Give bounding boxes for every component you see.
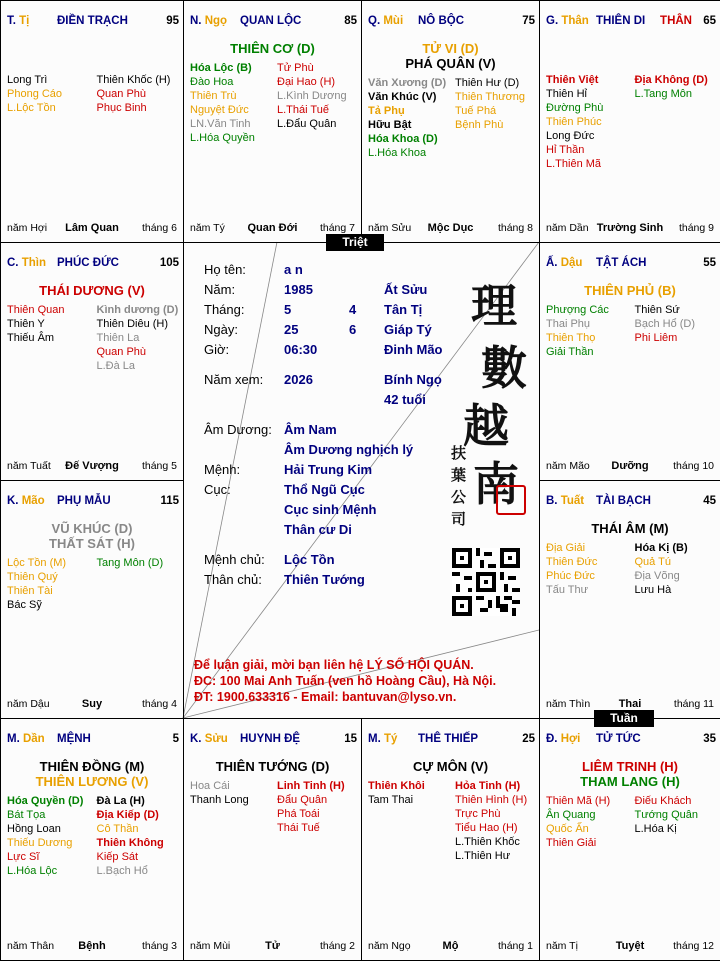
minor-star: Thiên Phúc <box>546 116 602 128</box>
palace-month: tháng 4 <box>141 698 177 710</box>
palace-chi: Tị <box>19 15 30 27</box>
main-star: THÁI DƯƠNG (V) <box>39 283 145 298</box>
palace-can: G. <box>546 15 559 27</box>
palace-stage: Mộ <box>442 940 459 952</box>
minor-star: Hữu Bật <box>368 119 412 131</box>
minor-star: Tiểu Hao (H) <box>455 822 518 834</box>
palace-can: Ấ. <box>546 257 558 269</box>
day-label: Ngày: <box>204 322 238 337</box>
palace-name: PHỤ MẪU <box>57 495 111 507</box>
minor-star: Thiên Giải <box>546 837 597 849</box>
minor-star: Điếu Khách <box>634 795 692 807</box>
minor-star: Tuế Phá <box>455 105 497 117</box>
minor-star: Thiên Hư (D) <box>455 77 520 89</box>
minor-star: Ân Quang <box>546 809 596 821</box>
palace-ti[interactable] <box>0 0 184 243</box>
minor-star: Đào Hoa <box>190 76 234 88</box>
star-column-right <box>635 303 696 345</box>
palace-position <box>190 733 228 745</box>
minor-star: Bát Tọa <box>7 809 46 821</box>
view-label: Năm xem: <box>204 372 264 387</box>
minor-star: Quan Phù <box>96 88 147 100</box>
palace-number: 75 <box>522 15 535 27</box>
minor-star: Thiên Đức <box>546 556 598 568</box>
minor-star: LN.Văn Tinh <box>190 118 251 130</box>
minor-star: Thiên Khốc (H) <box>96 74 171 86</box>
palace-number: 85 <box>344 15 357 27</box>
palace-ty[interactable] <box>361 718 540 961</box>
palace-dan[interactable] <box>0 718 184 961</box>
main-star: THIÊN PHỦ (B) <box>584 283 676 298</box>
palace-stage: Trường Sinh <box>596 222 664 234</box>
minor-star: Tướng Quân <box>634 809 698 821</box>
star-column-right <box>635 73 708 101</box>
palace-name: PHÚC ĐỨC <box>57 257 119 269</box>
palace-chi: Tuất <box>560 495 585 507</box>
star-column-right <box>635 541 688 597</box>
palace-thin[interactable] <box>0 242 184 481</box>
than-marker: THÂN <box>660 15 692 27</box>
palace-month: tháng 8 <box>497 222 533 234</box>
minor-star: Thanh Long <box>190 794 249 806</box>
minor-star: Thiên La <box>96 332 140 344</box>
palace-hoi[interactable] <box>539 718 720 961</box>
minor-star: Quả Tú <box>634 556 671 568</box>
palace-stage: Bệnh <box>78 940 106 952</box>
minor-star: Phượng Các <box>546 304 609 316</box>
palace-tuat[interactable] <box>539 480 720 719</box>
minor-star: Thiên Sứ <box>634 304 680 316</box>
minor-star: Hóa Kị (B) <box>634 542 688 554</box>
palace-year: năm Dậu <box>7 698 50 710</box>
palace-month: tháng 9 <box>678 222 714 234</box>
minor-star: Phục Binh <box>96 102 147 114</box>
palace-year: năm Tị <box>546 940 578 952</box>
palace-can: C. <box>7 257 19 269</box>
star-column-left <box>7 73 62 115</box>
main-star: THIÊN TƯỚNG (D) <box>215 759 330 774</box>
age-value: 42 tuổi <box>384 392 426 407</box>
palace-month: tháng 6 <box>141 222 177 234</box>
palace-month: tháng 2 <box>319 940 355 952</box>
minor-star: Linh Tinh (H) <box>277 780 345 792</box>
palace-dau[interactable] <box>539 242 720 481</box>
star-column-right <box>277 779 345 835</box>
minor-star: L.Lộc Tồn <box>7 102 56 114</box>
contact-line-2: ĐC: 100 Mai Anh Tuấn (ven hồ Hoàng Cầu), Hà Nội. <box>194 674 497 688</box>
month-lunar: 4 <box>349 302 357 317</box>
year-value: 1985 <box>284 282 313 297</box>
palace-than[interactable] <box>539 0 720 243</box>
star-column-right <box>277 61 347 131</box>
star-column-right <box>635 794 699 836</box>
palace-year: năm Mão <box>546 460 590 472</box>
triet-tag: Triệt <box>326 234 384 251</box>
tuan-tag: Tuần <box>594 710 654 727</box>
minor-star: Đại Hao (H) <box>277 76 336 88</box>
minor-star: Tả Phụ <box>368 105 405 117</box>
thanchu-value: Thiên Tướng <box>284 572 365 587</box>
star-column-right <box>455 779 527 863</box>
palace-name: NÔ BỘC <box>418 15 464 27</box>
center-info <box>183 242 539 718</box>
minor-star: Địa Giải <box>546 542 586 554</box>
minor-star: Phá Toái <box>277 808 320 820</box>
minor-star: Thai Phụ <box>546 318 591 330</box>
palace-year: năm Tuất <box>7 460 51 472</box>
star-column-right <box>455 76 525 132</box>
main-star: TỬ VI (D) <box>422 41 479 56</box>
palace-year: năm Dần <box>546 222 589 234</box>
minor-star: Thiên Việt <box>546 74 599 86</box>
palace-stage: Dưỡng <box>611 460 649 472</box>
palace-can: B. <box>546 495 558 507</box>
palace-name: THÊ THIẾP <box>418 733 479 745</box>
menhchu-label: Mệnh chủ: <box>204 552 265 567</box>
palace-position <box>7 495 45 507</box>
red-seal-stamp <box>496 485 526 515</box>
seal-char-1: 理 <box>471 279 517 333</box>
cuc-label: Cục: <box>204 482 231 497</box>
minor-star: Thiếu Âm <box>7 332 55 344</box>
minor-star: Địa Kiếp (D) <box>96 809 159 821</box>
minor-star: Thiên Khôi <box>368 780 425 792</box>
palace-year: năm Thân <box>7 940 55 952</box>
minor-star: L.Kình Dương <box>277 90 347 102</box>
main-star: THIÊN ĐỒNG (M) <box>39 759 145 774</box>
minor-star: Thiên Thọ <box>546 332 596 344</box>
minor-star: Giải Thần <box>546 346 594 358</box>
minor-star: Thiên Y <box>7 318 45 330</box>
minor-star: Thái Tuế <box>277 822 320 834</box>
minor-star: Nguyệt Đức <box>190 104 249 116</box>
palace-can: M. <box>368 733 381 745</box>
cuc-value: Thổ Ngũ Cục <box>284 482 365 497</box>
minor-star: L.Đà La <box>96 360 136 372</box>
minor-star: Lộc Tồn (M) <box>7 557 67 569</box>
star-column-left <box>546 73 603 171</box>
minor-star: Địa Không (D) <box>634 74 708 86</box>
star-column-left <box>546 303 609 359</box>
palace-month: tháng 5 <box>141 460 177 472</box>
palace-number: 105 <box>159 257 179 269</box>
minor-star: Bác Sỹ <box>7 599 42 611</box>
amduong-value: Âm Nam <box>284 422 337 437</box>
palace-stage: Thai <box>618 698 642 710</box>
minor-star: Cô Thần <box>96 823 139 835</box>
palace-number: 15 <box>344 733 357 745</box>
palace-number: 65 <box>703 15 716 27</box>
minor-star: L.Thiên Khốc <box>455 836 520 848</box>
minor-star: Kiếp Sát <box>96 851 139 863</box>
palace-month: tháng 3 <box>141 940 177 952</box>
palace-name: MỆNH <box>57 733 91 745</box>
palace-can: N. <box>190 15 202 27</box>
amduong-value-2: Âm Dương nghịch lý <box>284 442 414 457</box>
minor-star: Tử Phù <box>277 62 314 74</box>
palace-position <box>546 495 584 507</box>
palace-can: Đ. <box>546 733 558 745</box>
palace-chi: Dậu <box>560 257 583 269</box>
minor-star: Thiên Quan <box>7 304 65 316</box>
seal-small-3: 公 <box>451 488 467 506</box>
minor-star: Thiên Trù <box>190 90 237 102</box>
main-star: THAM LANG (H) <box>580 774 680 789</box>
minor-star: Hỏa Tinh (H) <box>455 780 521 792</box>
minor-star: Thiên Mã (H) <box>546 795 611 807</box>
palace-chi: Ngọ <box>204 15 228 27</box>
contact-line-3: ĐT: 1900.633316 - Email: bantuvan@lyso.vn. <box>194 690 457 704</box>
palace-suu[interactable] <box>183 718 362 961</box>
view-year: 2026 <box>284 372 313 387</box>
minor-star: Lưu Hà <box>634 584 672 596</box>
day-lunar: 6 <box>349 322 357 337</box>
star-column-left <box>7 303 64 345</box>
minor-star: Tam Thai <box>368 794 414 806</box>
palace-year: năm Thìn <box>546 698 591 710</box>
palace-month: tháng 12 <box>673 940 714 952</box>
minor-star: Thiên Không <box>96 837 164 849</box>
palace-chi: Hợi <box>560 733 581 745</box>
palace-year: năm Hợi <box>7 222 48 234</box>
minor-star: Đẩu Quân <box>277 794 328 806</box>
main-star: CỰ MÔN (V) <box>412 759 489 774</box>
palace-ngo[interactable] <box>183 0 362 243</box>
palace-month: tháng 11 <box>673 698 714 710</box>
palace-name: TÀI BẠCH <box>596 495 651 507</box>
palace-name: THIÊN DI <box>596 15 646 27</box>
star-column-left <box>546 794 610 850</box>
minor-star: Văn Khúc (V) <box>368 91 437 103</box>
palace-year: năm Sửu <box>368 222 412 234</box>
day-can: Giáp Tý <box>384 322 432 337</box>
minor-star: L.Thái Tuế <box>277 104 329 116</box>
star-column-right <box>97 73 171 115</box>
name-value: a n <box>284 262 303 277</box>
star-column-right <box>97 303 179 373</box>
minor-star: Quốc Ấn <box>546 823 589 835</box>
palace-month: tháng 7 <box>319 222 355 234</box>
palace-mui[interactable] <box>361 0 540 243</box>
minor-star: Quan Phù <box>96 346 147 358</box>
palace-stage: Lâm Quan <box>65 222 119 234</box>
palace-name: HUYNH ĐỆ <box>240 733 301 745</box>
palace-chi: Mùi <box>383 15 404 27</box>
palace-number: 25 <box>522 733 535 745</box>
palace-year: năm Ngọ <box>368 940 411 952</box>
star-column-right <box>97 556 164 570</box>
palace-number: 95 <box>166 15 179 27</box>
minor-star: Long Trì <box>7 74 48 86</box>
year-can: Ất Sửu <box>384 282 428 297</box>
main-star: THẤT SÁT (H) <box>49 536 135 551</box>
amduong-label: Âm Dương: <box>204 422 272 437</box>
minor-star: L.Thiên Hư <box>455 850 511 862</box>
palace-name: TỬ TỨC <box>596 733 641 745</box>
palace-position <box>7 15 29 27</box>
hour-can: Đinh Mão <box>384 342 443 357</box>
palace-position <box>7 733 45 745</box>
minor-star: Bạch Hổ (D) <box>634 318 696 330</box>
minor-star: Đường Phù <box>546 102 604 114</box>
palace-chi: Sửu <box>204 733 228 745</box>
minor-star: Thiên Diêu (H) <box>96 318 169 330</box>
palace-name: QUAN LỘC <box>240 15 302 27</box>
minor-star: Hồng Loan <box>7 823 61 835</box>
minor-star: L.Hóa Kị <box>634 823 677 835</box>
palace-stage: Mộc Dục <box>427 222 474 234</box>
palace-name: ĐIỀN TRẠCH <box>57 15 128 27</box>
minor-star: Phong Cáo <box>7 88 63 100</box>
contact-line-1: Để luận giải, mời bạn liên hệ LÝ SỐ HỘI QUÁN. <box>194 658 474 672</box>
palace-position <box>546 733 580 745</box>
main-star: VŨ KHÚC (D) <box>51 521 133 536</box>
star-column-left <box>368 779 425 807</box>
minor-star: Phi Liêm <box>634 332 678 344</box>
palace-name: TẬT ÁCH <box>596 257 647 269</box>
star-column-left <box>190 779 249 807</box>
palace-month: tháng 10 <box>673 460 714 472</box>
minor-star: Hóa Lộc (B) <box>190 62 252 74</box>
palace-chi: Mão <box>21 495 45 507</box>
palace-number: 115 <box>160 495 179 507</box>
main-star: PHÁ QUÂN (V) <box>405 56 496 71</box>
minor-star: Thiếu Dương <box>7 837 73 849</box>
menhchu-value: Lộc Tồn <box>284 552 335 567</box>
minor-star: Hoa Cái <box>190 780 230 792</box>
palace-can: M. <box>7 733 20 745</box>
minor-star: L.Tang Môn <box>634 88 692 100</box>
star-column-left <box>546 541 597 597</box>
minor-star: Thiên Hỉ <box>546 88 587 100</box>
main-star: THIÊN LƯƠNG (V) <box>35 774 149 789</box>
hour-value: 06:30 <box>284 342 318 357</box>
minor-star: Long Đức <box>546 130 595 142</box>
seal-char-4: 南 <box>473 457 519 511</box>
palace-month: tháng 1 <box>497 940 533 952</box>
palace-position <box>546 257 582 269</box>
minor-star: L.Đẩu Quân <box>277 118 337 130</box>
cuc-value-2: Cục sinh Mệnh <box>284 502 377 517</box>
minor-star: Kình dương (D) <box>96 304 179 316</box>
palace-stage: Quan Đới <box>247 222 298 234</box>
star-column-right <box>97 794 164 878</box>
palace-chi: Thân <box>561 15 589 27</box>
palace-position <box>368 15 403 27</box>
palace-mao[interactable] <box>0 480 184 719</box>
qr-code-icon <box>452 548 520 616</box>
minor-star: Hóa Khoa (D) <box>368 133 438 145</box>
seal-small-1: 扶 <box>451 444 467 462</box>
minor-star: Phúc Đức <box>546 570 595 582</box>
day-value: 25 <box>284 322 299 337</box>
minor-star: L.Thiên Mã <box>546 158 602 170</box>
star-column-left <box>7 556 66 612</box>
palace-can: Q. <box>368 15 381 27</box>
star-column-left <box>7 794 83 878</box>
main-star: THIÊN CƠ (D) <box>230 41 315 56</box>
palace-position <box>368 733 397 745</box>
minor-star: Lực Sĩ <box>7 851 40 863</box>
name-label: Họ tên: <box>204 262 246 277</box>
minor-star: Tấu Thư <box>546 584 589 596</box>
menh-label: Mệnh: <box>204 462 241 477</box>
palace-chi: Thìn <box>21 257 46 269</box>
minor-star: L.Hóa Quyền <box>190 132 255 144</box>
palace-stage: Suy <box>81 698 103 710</box>
minor-star: Hỉ Thần <box>546 144 585 156</box>
main-star: THÁI ÂM (M) <box>591 521 669 536</box>
palace-number: 35 <box>703 733 716 745</box>
seal-char-2: 數 <box>481 341 527 395</box>
main-star: LIÊM TRINH (H) <box>581 759 679 774</box>
palace-position <box>7 257 46 269</box>
month-label: Tháng: <box>204 302 245 317</box>
hour-label: Giờ: <box>204 342 230 357</box>
month-value: 5 <box>284 302 292 317</box>
palace-can: K. <box>190 733 202 745</box>
minor-star: L.Hóa Lộc <box>7 865 58 877</box>
minor-star: Địa Võng <box>634 570 680 582</box>
palace-year: năm Tý <box>190 222 225 234</box>
palace-number: 45 <box>703 495 716 507</box>
month-can: Tân Tị <box>384 302 423 317</box>
palace-position <box>190 15 227 27</box>
minor-star: Hóa Quyền (D) <box>7 795 84 807</box>
star-column-left <box>368 76 446 160</box>
seal-char-3: 越 <box>463 399 509 453</box>
minor-star: Thiên Quý <box>7 571 58 583</box>
palace-year: năm Mùi <box>190 940 231 952</box>
palace-chi: Tý <box>383 733 398 745</box>
minor-star: Thiên Hình (H) <box>455 794 528 806</box>
minor-star: Thiên Thương <box>455 91 526 103</box>
palace-can: K. <box>7 495 19 507</box>
palace-number: 55 <box>703 257 716 269</box>
palace-chi: Dần <box>22 733 45 745</box>
palace-position <box>546 15 589 27</box>
palace-number: 5 <box>172 733 179 745</box>
minor-star: Văn Xương (D) <box>368 77 447 89</box>
palace-stage: Đế Vượng <box>65 460 119 472</box>
seal-small-2: 葉 <box>451 466 467 484</box>
minor-star: Đà La (H) <box>96 795 145 807</box>
year-label: Năm: <box>204 282 236 297</box>
minor-star: Trực Phù <box>455 808 501 820</box>
menh-value: Hải Trung Kim <box>284 462 373 477</box>
star-column-left <box>190 61 255 145</box>
minor-star: Tang Môn (D) <box>96 557 164 569</box>
palace-stage: Tuyệt <box>615 940 645 952</box>
minor-star: Thiên Tài <box>7 585 53 597</box>
seal-small-4: 司 <box>451 510 467 528</box>
minor-star: Bệnh Phù <box>455 119 504 131</box>
qr-code <box>452 548 520 616</box>
minor-star: L.Bạch Hổ <box>96 865 148 877</box>
palace-stage: Tử <box>265 940 280 952</box>
thanchu-label: Thân chủ: <box>204 572 262 587</box>
palace-can: T. <box>7 15 16 27</box>
minor-star: L.Hóa Khoa <box>368 147 427 159</box>
cuc-value-3: Thân cư Di <box>284 522 352 537</box>
view-can: Bính Ngọ <box>384 372 442 387</box>
